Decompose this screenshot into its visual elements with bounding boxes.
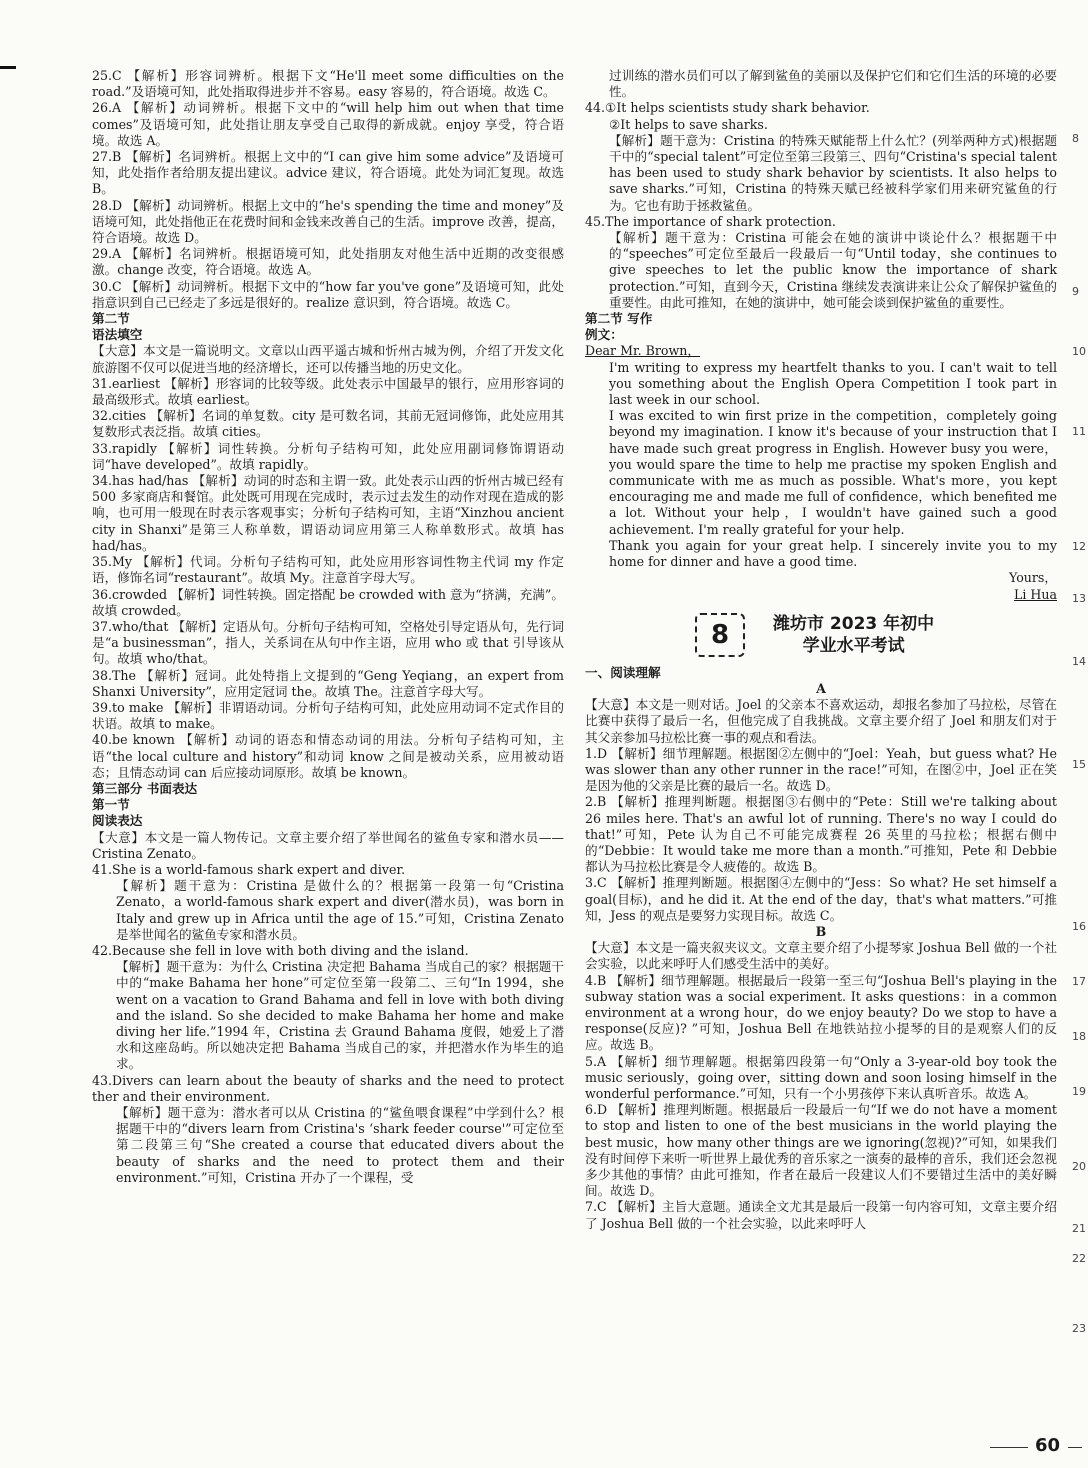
- exam-title: [773, 613, 934, 657]
- answer-paragraph: 过训练的潜水员们可以了解到鲨鱼的美丽以及保护它们和它们生活的环境的必要性。: [609, 68, 1057, 100]
- answer-paragraph: 7.C 【解析】主旨大意题。通读全文尤其是最后一段第一句内容可知，文章主要介绍了 Joshua Bell 做的一个社会实验，以此来呼吁人: [585, 1199, 1057, 1231]
- answer-paragraph: 44.①It helps scientists study shark behavior.: [585, 100, 870, 116]
- answer-paragraph: Dear Mr. Brown，: [585, 343, 700, 359]
- answer-paragraph: 【解析】题干意为：潜水者可以从 Cristina 的“鲨鱼喂食课程”中学到什么？根据题干中的“divers learn from Cristina's ‘shark feeder course'”可定位至第二段第三句“She created a course that educated divers about the beauty of sharks and the need to protect them and their environment.”可知，Cristina 开办了一个课程，受: [116, 1105, 564, 1185]
- answer-paragraph: 【大意】本文是一篇人物传记。文章主要介绍了举世闻名的鲨鱼专家和潜水员——Cristina Zenato。: [92, 829, 564, 861]
- section-heading: 第二节 写作: [585, 311, 653, 327]
- answer-paragraph: Thank you again for your great help. I sincerely invite you to my home for dinner and have a good time.: [609, 537, 1057, 570]
- answer-paragraph: 38.The 【解析】冠词。此处特指上文提到的“Geng Yeqiang，an expert from Shanxi University”，应用定冠词 the。故填 The。注意首字母大写。: [92, 667, 564, 699]
- answer-paragraph: 35.My 【解析】代词。分析句子结构可知，此处应用形容词性物主代词 my 作定语，修饰名词“restaurant”。故填 My。注意首字母大写。: [92, 554, 564, 586]
- answer-paragraph: 30.C 【解析】动词辨析。根据下文中的“how far you've gone”及语境可知，此处指意识到自己已经走了多远是很好的。realize 意识到，符合语境。故选 C。: [92, 278, 564, 310]
- section-heading: 阅读表达: [92, 813, 143, 829]
- edge-mark: 13: [1072, 592, 1086, 605]
- section-heading: 第一节: [92, 797, 130, 813]
- answer-paragraph: 【解析】题干意为：Cristina 的特殊天赋能帮上什么忙？(列举两种方式)根据题干中的“special talent”可定位至第三段第三、四句“Cristina's special talent has been used to study shark behavior by scientists. It also helps to save sharks.”可知，Cristina 的特殊天赋已经被科学家们用来研究鲨鱼的行为。它也有助于拯救鲨鱼。: [609, 132, 1057, 213]
- answer-paragraph: 33.rapidly 【解析】词性转换。分析句子结构可知，此处应用副词修饰谓语动词“have developed”。故填 rapidly。: [92, 440, 564, 472]
- edge-mark: 15: [1072, 758, 1086, 771]
- edge-mark: 21: [1072, 1222, 1086, 1235]
- answer-paragraph: Li Hua: [1014, 586, 1057, 602]
- section-heading: 例文：: [585, 327, 623, 343]
- corner-mark: [0, 66, 16, 69]
- answer-paragraph: 41.She is a world-famous shark expert and diver.: [92, 861, 406, 877]
- answer-paragraph: 40.be known 【解析】动词的语态和情态动词的用法。分析句子结构可知，主语“the local culture and history”和动词 know 之间是被动关系，应用被动语态；且情态动词 can 后应接动词原形。故填 be known。: [92, 732, 564, 780]
- left-column: [92, 68, 564, 1186]
- answer-paragraph: 27.B 【解析】名词辨析。根据上文中的“I can give him some advice”及语境可知，此处指作者给朋友提出建议。advice 建议，符合语境。此处为词汇复现。故选 B。: [92, 149, 564, 197]
- answer-paragraph: ②It helps to save sharks.: [609, 116, 768, 132]
- edge-mark: 23: [1072, 1322, 1086, 1335]
- exam-number-box: 8: [695, 613, 745, 657]
- exam-banner: [695, 613, 1057, 657]
- answer-paragraph: 【大意】本文是一篇夹叙夹议文。文章主要介绍了小提琴家 Joshua Bell 做的一个社会实验，以此来呼吁人们感受生活中的美好。: [585, 940, 1057, 972]
- answer-paragraph: 42.Because she fell in love with both diving and the island.: [92, 942, 469, 958]
- answer-paragraph: 39.to make 【解析】非谓语动词。分析句子结构可知，此处应用动词不定式作目的状语。故填 to make。: [92, 699, 564, 732]
- answer-paragraph: 2.B 【解析】推理判断题。根据图③右侧中的“Pete：Still we're talking about 26 miles here. That's an awful lot of running. There's no way I could do that!”可知，Pete 认为自己不可能完成赛程 26 英里的马拉松；根据右侧中的“Debbie：It would take me more than a month.”可推知，Pete 和 Debbie 都认为马拉松比赛是令人疲倦的。故选 B。: [585, 794, 1057, 875]
- edge-mark: 18: [1072, 1030, 1086, 1043]
- answer-paragraph: 25.C 【解析】形容词辨析。根据下文“He'll meet some difficulties on the road.”及语境可知，此处指取得进步并不容易。easy 容易的，符合语境。故选 C。: [92, 68, 564, 100]
- edge-mark: 19: [1072, 1085, 1086, 1098]
- edge-mark: 14: [1072, 655, 1086, 668]
- edge-mark: 8: [1072, 132, 1079, 145]
- answer-paragraph: Yours，: [1009, 570, 1057, 586]
- answer-paragraph: 28.D 【解析】动词辨析。根据上文中的“he's spending the time and money”及语境可知，此处指他正在花费时间和金钱来改善自己的生活。improve 改善，提高，符合语境。故选 D。: [92, 197, 564, 246]
- answer-paragraph: 36.crowded 【解析】词性转换。固定搭配 be crowded with 意为“挤满，充满”。故填 crowded。: [92, 586, 564, 618]
- answer-paragraph: I was excited to win first prize in the competition，completely going beyond my imagination. I know it's because of your instruction that I have made such great progress in English. However busy you were，you would spare the time to help me practise my spoken English and communicate with me as much as possible. What's more，you kept encouraging me and made me full of confidence，which benefited me a lot. Without your help，I wouldn't have gained such a good achievement. I'm really grateful for your help.: [609, 408, 1057, 537]
- exam-title-line1: 潍坊市 2023 年初中: [773, 613, 935, 634]
- section-heading: 第二节: [92, 311, 130, 327]
- answer-paragraph: 31.earliest 【解析】形容词的比较等级。此处表示中国最早的银行，应用形容词的最高级形式。故填 earliest。: [92, 375, 564, 408]
- edge-mark: 12: [1072, 540, 1086, 553]
- answer-paragraph: A: [816, 680, 826, 696]
- edge-mark: 11: [1072, 425, 1086, 438]
- edge-mark: 9: [1072, 285, 1079, 298]
- answer-paragraph: 1.D 【解析】细节理解题。根据图②左侧中的“Joel：Yeah，but guess what? He was slower than any other runner in the race!”可知，在图②中，Joel 正在笑是因为他的父亲是比赛的最后一名。故选 D。: [585, 745, 1057, 794]
- answer-paragraph: 32.cities 【解析】名词的单复数。city 是可数名词，其前无冠词修饰，此处应用其复数形式表泛指。故填 cities。: [92, 408, 564, 440]
- edge-mark: 20: [1072, 1160, 1086, 1173]
- answer-paragraph: I'm writing to express my heartfelt thanks to you. I can't wait to tell you something about the English Opera Competition I took part in last week in our school.: [609, 359, 1057, 408]
- answer-paragraph: 45.The importance of shark protection.: [585, 213, 836, 229]
- edge-mark: 16: [1072, 920, 1086, 933]
- answer-paragraph: 29.A 【解析】名词辨析。根据语境可知，此处指朋友对他生活中近期的改变很感激。change 改变，符合语境。故选 A。: [92, 246, 564, 278]
- page-number-rule-left: [990, 1447, 1028, 1448]
- section-heading: 第三部分 书面表达: [92, 780, 198, 796]
- edge-mark: 10: [1072, 345, 1086, 358]
- answer-paragraph: 43.Divers can learn about the beauty of sharks and the need to protect ther and their environment.: [92, 1072, 564, 1104]
- answer-paragraph: 【大意】本文是一则对话。Joel 的父亲本不喜欢运动，却报名参加了马拉松，尽管在比赛中获得了最后一名，但他完成了自我挑战。文章主要介绍了 Joel 和朋友们对于其父亲参加马拉松比赛一事的观点和看法。: [585, 697, 1057, 745]
- answer-paragraph: 【大意】本文是一篇说明文。文章以山西平遥古城和忻州古城为例，介绍了开发文化旅游图不仅可以促进当地的经济增长，还可以传播当地的历史文化。: [92, 343, 564, 375]
- exam-title-line2: 学业水平考试: [802, 635, 905, 656]
- answer-paragraph: 26.A 【解析】动词辨析。根据下文中的“will help him out when that time comes”及语境可知，此处指让朋友享受自己取得的新成就。enjoy 享受，符合语境。故选 A。: [92, 100, 564, 148]
- answer-paragraph: 【解析】题干意为：Cristina 是做什么的？根据第一段第一句“Cristina Zenato，a world-famous shark expert and diver(潜水员)，was born in Italy and grew up in Africa until the age of 15.”可知，Cristina Zenato 是举世闻名的鲨鱼专家和潜水员。: [116, 878, 564, 942]
- answer-paragraph: 3.C 【解析】推理判断题。根据图④左侧中的“Jess：So what? He set himself a goal(目标)，and he did it. At the end of the day，that's what matters.”可推知，Jess 的观点是要努力实现目标。故选 C。: [585, 875, 1057, 923]
- edge-question-numbers: [1068, 0, 1088, 1468]
- edge-mark: 17: [1072, 975, 1086, 988]
- section-heading: 语法填空: [92, 327, 143, 343]
- answer-paragraph: 【解析】题干意为：Cristina 可能会在她的演讲中谈论什么？根据题干中的“speeches”可定位至最后一段最后一句“Until today，she continues to give speeches to let the public know the importance of shark protection.”可知，直到今天，Cristina 继续发表演讲来让公众了解保护鲨鱼的重要性。由此可推知，在她的演讲中，她可能会谈到保护鲨鱼的重要性。: [609, 230, 1057, 310]
- section-heading: 一、阅读理解: [585, 664, 661, 680]
- page-number: 60: [1035, 1435, 1061, 1456]
- answer-paragraph: 【解析】题干意为：为什么 Cristina 决定把 Bahama 当成自己的家？根据题干中的“make Bahama her hone”可定位至第一段第二、三句“In 1994，she went on a vacation to Grand Bahama and fell in love with both diving and the island. So she decided to make Bahama her home and make diving her life.”1994 年，Cristina 去 Graund Bahama 度假，她爱上了潜水和这座岛屿。所以她决定把 Bahama 当成自己的家，并把潜水作为毕生的追求。: [116, 959, 564, 1072]
- page-number-rule-right: [1068, 1447, 1082, 1448]
- right-column: [585, 68, 1057, 1232]
- edge-mark: 22: [1072, 1252, 1086, 1265]
- answer-paragraph: 6.D 【解析】推理判断题。根据最后一段最后一句“If we do not have a moment to stop and listen to one of the best musicians in the world playing the best music，how many other things are we ignoring(忽视)?”可知，如果我们没有时间停下来听一听世界上最优秀的音乐家之一演奏的最棒的音乐，我们还会忽视多少其他的事情？由此可推知，作者在最后一段建议人们不要错过生活中的美好瞬间。故选 D。: [585, 1102, 1057, 1199]
- answer-paragraph: 5.A 【解析】细节理解题。根据第四段第一句“Only a 3-year-old boy took the music seriously，going over，sitting down and soon losing himself in the wonderful performance.”可知，只有一个小男孩停下来认真听音乐。故选 A。: [585, 1053, 1057, 1101]
- answer-paragraph: B: [815, 923, 827, 939]
- answer-paragraph: 4.B 【解析】细节理解题。根据最后一段第一至三句“Joshua Bell's playing in the subway station was a social experiment. It asks questions：in a common environment at a wrong hour，do we enjoy beauty? Do we stop to have a response(反应)? ”可知，Joshua Bell 在地铁站拉小提琴的目的是观察人们的反应。故选 B。: [585, 972, 1057, 1053]
- answer-paragraph: 37.who/that 【解析】定语从句。分析句子结构可知，空格处引导定语从句，先行词是“a businessman”，指人，关系词在从句中作主语，应用 who 或 that 引导该从句。故填 who/that。: [92, 618, 564, 667]
- answer-paragraph: 34.has had/has 【解析】动词的时态和主谓一致。此处表示山西的忻州古城已经有 500 多家商店和餐馆。此处既可用现在完成时，表示过去发生的动作对现在造成的影响，也可用一般现在时表示客观事实；分析句子结构可知，主语“Xinzhou ancient city in Shanxi”是第三人称单数，谓语动词应用第三人称单数形式。故填 has had/has。: [92, 473, 564, 553]
